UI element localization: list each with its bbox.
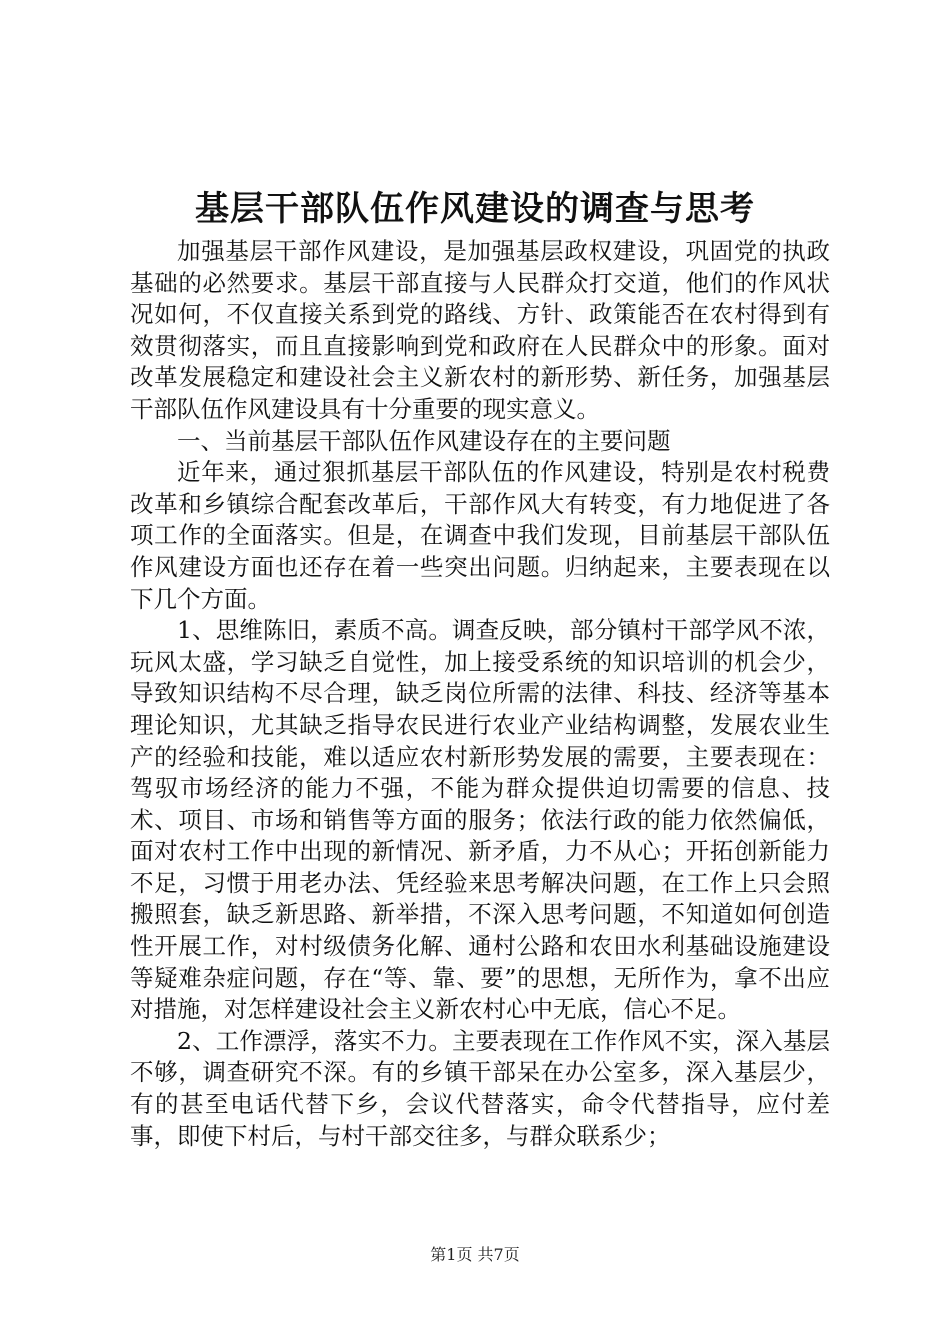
document-body — [130, 236, 830, 1152]
point-1-paragraph: 1、思维陈旧，素质不高。调查反映，部分镇村干部学风不浓，玩风太盛，学习缺乏自觉性，加上接受系统的知识培训的机会少，导致知识结构不尽合理，缺乏岗位所需的法律、科技、经济等基本理论知识，尤其缺乏指导农民进行农业产业结构调整，发展农业生产的经验和技能，难以适应农村新形势发展的需要，主要表现在：驾驭市场经济的能力不强，不能为群众提供迫切需要的信息、技术、项目、市场和销售等方面的服务；依法行政的能力依然偏低，面对农村工作中出现的新情况、新矛盾，力不从心；开拓创新能力不足，习惯于用老办法、凭经验来思考解决问题，在工作上只会照搬照套，缺乏新思路、新举措，不深入思考问题，不知道如何创造性开展工作，对村级债务化解、通村公路和农田水利基础设施建设等疑难杂症问题，存在“等、靠、要”的思想，无所作为，拿不出应对措施，对怎样建设社会主义新农村心中无底，信心不足。 — [130, 616, 830, 1024]
section-heading: 一、当前基层干部队伍作风建设存在的主要问题 — [177, 426, 671, 455]
document-title: 基层干部队伍作风建设的调查与思考 — [195, 189, 755, 229]
intro-paragraph: 加强基层干部作风建设，是加强基层政权建设，巩固党的执政基础的必然要求。基层干部直接与人民群众打交道，他们的作风状况如何，不仅直接关系到党的路线、方针、政策能否在农村得到有效贯彻落实，而且直接影响到党和政府在人民群众中的形象。面对改革发展稳定和建设社会主义新农村的新形势、新任务，加强基层干部队伍作风建设具有十分重要的现实意义。 — [130, 237, 830, 423]
section-paragraph: 近年来，通过狠抓基层干部队伍的作风建设，特别是农村税费改革和乡镇综合配套改革后，干部作风大有转变，有力地促进了各项工作的全面落实。但是，在调查中我们发现，目前基层干部队伍作风建设方面也还存在着一些突出问题。归纳起来，主要表现在以下几个方面。 — [130, 458, 830, 613]
page-footer: 第1页 共7页 — [430, 1245, 520, 1264]
point-2-paragraph: 2、工作漂浮，落实不力。主要表现在工作作风不实，深入基层不够，调查研究不深。有的乡镇干部呆在办公室多，深入基层少，有的甚至电话代替下乡，会议代替落实，命令代替指导，应付差事，即使下村后，与村干部交往多，与群众联系少； — [130, 1026, 830, 1150]
